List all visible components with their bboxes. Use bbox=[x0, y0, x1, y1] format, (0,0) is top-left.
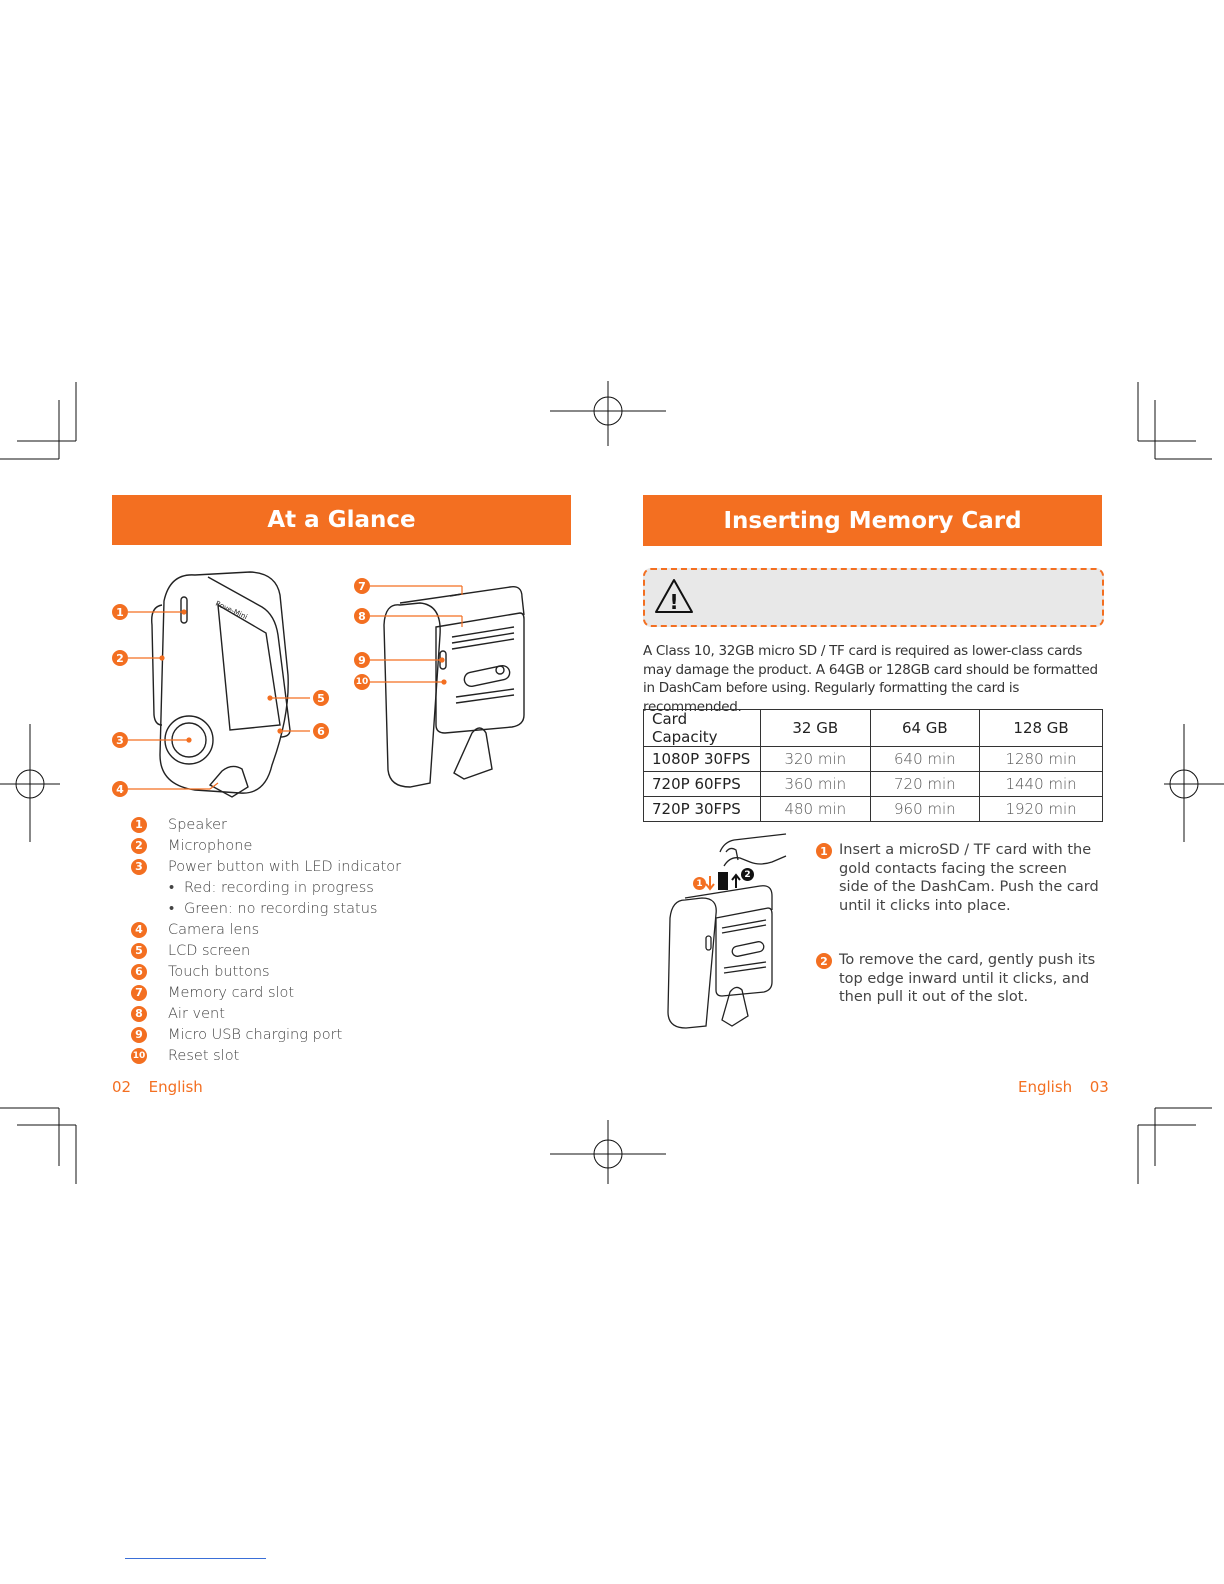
legend-number: 8 bbox=[131, 1006, 147, 1022]
right-page-banner bbox=[643, 495, 1102, 546]
left-page-footer bbox=[112, 1078, 203, 1096]
table-header: 64 GB bbox=[870, 710, 980, 747]
down-arrow bbox=[706, 876, 714, 889]
right-page-title: Inserting Memory Card bbox=[723, 507, 1022, 534]
callout-1: 1 bbox=[112, 604, 128, 620]
legend-item bbox=[131, 982, 571, 1003]
table-row bbox=[644, 797, 1103, 822]
front-brand-text: Rove-Mini bbox=[214, 599, 249, 622]
back-vent-1 bbox=[452, 627, 514, 637]
back-vent-2 bbox=[452, 633, 514, 643]
table-cell: 360 min bbox=[761, 772, 871, 797]
table-cell: 1080P 30FPS bbox=[644, 747, 761, 772]
underline-link-artifact bbox=[125, 1558, 266, 1559]
legend-label: Reset slot bbox=[168, 1047, 240, 1064]
step-number: 2 bbox=[816, 953, 832, 969]
camera-mount bbox=[722, 987, 748, 1026]
step-number: 1 bbox=[816, 843, 832, 859]
back-body bbox=[384, 603, 440, 787]
table-cell: 720 min bbox=[870, 772, 980, 797]
recording-capacity-table bbox=[643, 709, 1103, 822]
warning-symbol: ! bbox=[669, 590, 679, 614]
step-text: To remove the card, gently push its top edge inward until it clicks, and then pull it out of the slot. bbox=[839, 952, 1096, 1005]
page-number: 03 bbox=[1089, 1078, 1109, 1096]
instruction-step-1 bbox=[816, 841, 1101, 915]
legend-sub-item: • Red: recording in progress bbox=[169, 879, 374, 896]
callout-5: 5 bbox=[313, 690, 329, 706]
table-cell: 1920 min bbox=[980, 797, 1103, 822]
table-cell: 1280 min bbox=[980, 747, 1103, 772]
legend-number: 6 bbox=[131, 964, 147, 980]
legend-number: 10 bbox=[131, 1048, 147, 1064]
callout-6: 6 bbox=[313, 723, 329, 739]
page-language: English bbox=[148, 1078, 203, 1096]
callout-4: 4 bbox=[112, 781, 128, 797]
callout-8: 8 bbox=[354, 608, 370, 624]
left-page-title: At a Glance bbox=[267, 507, 416, 533]
warning-icon bbox=[654, 578, 694, 614]
legend-label: Air vent bbox=[168, 1005, 225, 1022]
legend-item bbox=[131, 835, 571, 856]
legend-label: Speaker bbox=[168, 816, 227, 833]
page-language: English bbox=[1018, 1078, 1073, 1096]
table-cell: 480 min bbox=[761, 797, 871, 822]
warning-box bbox=[643, 568, 1104, 627]
left-page-banner bbox=[112, 495, 571, 545]
legend-label: Camera lens bbox=[168, 921, 260, 938]
legend-number: 1 bbox=[131, 817, 147, 833]
table-cell: 960 min bbox=[870, 797, 980, 822]
illustration-marker-2: 2 bbox=[741, 868, 754, 881]
camera-plate bbox=[716, 908, 772, 996]
table-header: 128 GB bbox=[980, 710, 1103, 747]
legend-number: 7 bbox=[131, 985, 147, 1001]
back-mount bbox=[454, 728, 492, 779]
table-cell: 640 min bbox=[870, 747, 980, 772]
back-slot-hole bbox=[496, 666, 504, 674]
instruction-step-2 bbox=[816, 951, 1101, 1007]
table-header: Card Capacity bbox=[644, 710, 761, 747]
front-lcd bbox=[218, 605, 280, 730]
legend-sub-item: • Green: no recording status bbox=[169, 900, 378, 917]
legend-item bbox=[131, 1024, 571, 1045]
legend-item bbox=[131, 961, 571, 982]
legend-sub-label: Red: recording in progress bbox=[184, 879, 374, 896]
callout-3: 3 bbox=[112, 732, 128, 748]
table-header: 32 GB bbox=[761, 710, 871, 747]
legend-label: LCD screen bbox=[168, 942, 251, 959]
legend-item bbox=[131, 919, 571, 940]
up-arrow bbox=[732, 875, 740, 888]
table-cell: 720P 30FPS bbox=[644, 797, 761, 822]
camera-body bbox=[668, 898, 716, 1028]
step-text: Insert a microSD / TF card with the gold contacts facing the screen side of the DashCam. Push the card until it clicks into place. bbox=[839, 842, 1099, 914]
callout-9: 9 bbox=[354, 652, 370, 668]
legend-label: Touch buttons bbox=[168, 963, 270, 980]
legend-number: 3 bbox=[131, 859, 147, 875]
parts-legend bbox=[131, 814, 571, 1066]
callout-7: 7 bbox=[354, 578, 370, 594]
page-number: 02 bbox=[112, 1078, 132, 1096]
sd-card bbox=[718, 872, 728, 890]
legend-item bbox=[131, 1003, 571, 1024]
right-page-footer bbox=[1018, 1078, 1109, 1096]
back-vent-3 bbox=[452, 639, 514, 649]
legend-label: Microphone bbox=[168, 837, 253, 854]
illustration-marker-1: 1 bbox=[693, 877, 706, 890]
hand-outline bbox=[720, 834, 786, 866]
table-cell: 1440 min bbox=[980, 772, 1103, 797]
legend-number: 9 bbox=[131, 1027, 147, 1043]
front-mount-shadow bbox=[152, 605, 162, 725]
table-cell: 720P 60FPS bbox=[644, 772, 761, 797]
legend-number: 4 bbox=[131, 922, 147, 938]
legend-label: Memory card slot bbox=[168, 984, 295, 1001]
table-cell: 320 min bbox=[761, 747, 871, 772]
card-insertion-illustration bbox=[660, 832, 800, 1032]
legend-sub-label: Green: no recording status bbox=[184, 900, 378, 917]
legend-label: Micro USB charging port bbox=[168, 1026, 343, 1043]
memory-card-intro: A Class 10, 32GB micro SD / TF card is required as lower-class cards may damage the product. A 64GB or 128GB card should be formatted in DashCam before using. Regularly formatting the card is recommended. bbox=[643, 643, 1098, 715]
legend-number: 5 bbox=[131, 943, 147, 959]
back-memory-slot bbox=[450, 594, 462, 596]
legend-item bbox=[131, 814, 571, 835]
table-row bbox=[644, 772, 1103, 797]
back-plate bbox=[436, 613, 524, 733]
legend-item bbox=[131, 940, 571, 961]
table-header-row bbox=[644, 710, 1103, 747]
table-row bbox=[644, 747, 1103, 772]
legend-item bbox=[131, 1045, 571, 1066]
legend-number: 2 bbox=[131, 838, 147, 854]
callout-2: 2 bbox=[112, 650, 128, 666]
dashcam-parts-diagram bbox=[100, 565, 570, 805]
callout-10: 10 bbox=[354, 674, 370, 690]
legend-label: Power button with LED indicator bbox=[168, 858, 402, 875]
legend-item bbox=[131, 856, 571, 877]
